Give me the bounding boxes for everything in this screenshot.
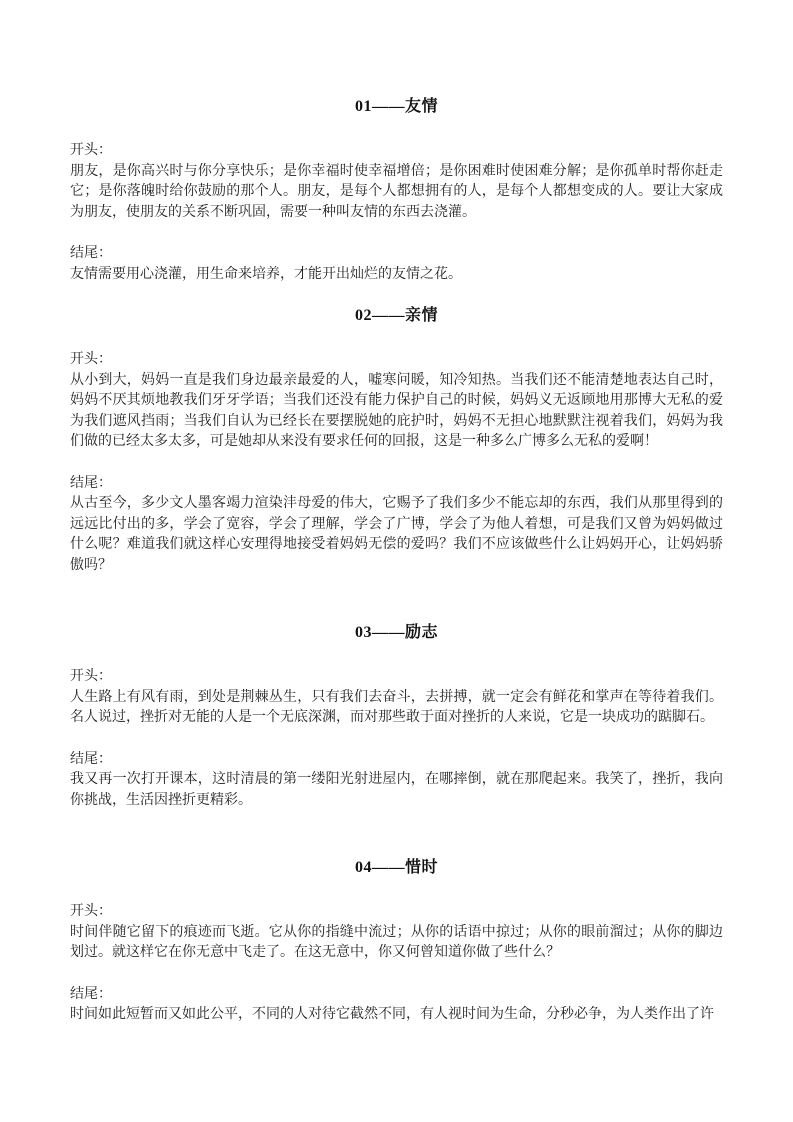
section-cherish-time (70, 857, 723, 1026)
opening-block (70, 141, 723, 223)
closing-label: 结尾： (70, 751, 112, 767)
opening-label: 开头： (70, 143, 112, 158)
opening-label: 开头： (70, 669, 112, 684)
closing-paragraph: 时间如此短暂而又如此公平，不同的人对待它截然不同，有人视时间为生命，分秒必争，为人类作出了许 (70, 1007, 714, 1022)
opening-paragraph: 人生路上有风有雨，到处是荆棘丛生，只有我们去奋斗，去拼搏，就一定会有鲜花和掌声在等待着我们。名人说过，挫折对无能的人是一个无底深渊，而对那些敢于面对挫折的人来说，它是一块成功的踮脚石。 (70, 689, 723, 725)
opening-paragraph: 从小到大，妈妈一直是我们身边最亲最爱的人，嘘寒问暖，知冷知热。当我们还不能清楚地表达自己时，妈妈不厌其烦地教我们牙牙学语；当我们还没有能力保护自己的时候，妈妈义无返顾地用那博大无私的爱为我们遮风挡雨；当我们自认为已经长在要摆脱她的庇护时，妈妈不无担心地默默注视着我们，妈妈为我们做的已经太多太多，可是她却从来没有要求任何的回报，这是一种多么广博多么无私的爱啊！ (70, 372, 723, 449)
opening-label: 开头： (70, 904, 112, 919)
opening-block (70, 667, 723, 729)
opening-block (70, 902, 723, 964)
closing-block (70, 474, 723, 577)
closing-block (70, 985, 723, 1026)
section-title: 01——友情 (354, 98, 438, 115)
section-inspiration (70, 622, 723, 811)
opening-label: 开头： (70, 352, 112, 367)
section-friendship (70, 96, 723, 285)
closing-paragraph: 友情需要用心浇灌，用生命来培养，才能开出灿烂的友情之花。 (70, 266, 462, 282)
closing-label: 结尾： (70, 246, 112, 261)
closing-block (70, 750, 723, 812)
closing-paragraph: 我又再一次打开课本，这时清晨的第一缕阳光射进屋内，在哪摔倒，就在那爬起来。我笑了，挫折，我向你挑战，生活因挫折更精彩。 (70, 772, 723, 808)
opening-block (70, 350, 723, 453)
section-title: 03——励志 (354, 624, 438, 641)
section-title: 02——亲情 (354, 307, 438, 324)
closing-label: 结尾： (70, 475, 112, 491)
opening-paragraph: 时间伴随它留下的痕迹而飞逝。它从你的指缝中流过；从你的话语中掠过；从你的眼前溜过；从你的脚边划过。就这样它在你无意中飞走了。在这无意中，你又何曾知道你做了些什么？ (70, 924, 723, 960)
section-family-love (70, 305, 723, 576)
section-title: 04——惜时 (354, 859, 438, 876)
opening-paragraph: 朋友，是你高兴时与你分享快乐；是你幸福时使幸福增倍；是你困难时使困难分解；是你孤单时帮你赶走它；是你落魄时给你鼓励的那个人。朋友，是每个人都想拥有的人，是每个人都想变成的人。要让大家成为朋友，使朋友的关系不断巩固，需要一种叫友情的东西去浇灌。 (70, 163, 723, 220)
closing-label: 结尾： (70, 986, 112, 1002)
closing-block (70, 244, 723, 285)
closing-paragraph: 从古至今，多少文人墨客竭力渲染沣母爱的伟大，它赐予了我们多少不能忘却的东西，我们从那里得到的远远比付出的多，学会了宽容，学会了理解，学会了广博，学会了为他人着想，可是我们又曾为妈妈做过什么呢？难道我们就这样心安理得地接受着妈妈无偿的爱吗？我们不应该做些什么让妈妈开心，让妈妈骄傲吗？ (70, 496, 723, 573)
